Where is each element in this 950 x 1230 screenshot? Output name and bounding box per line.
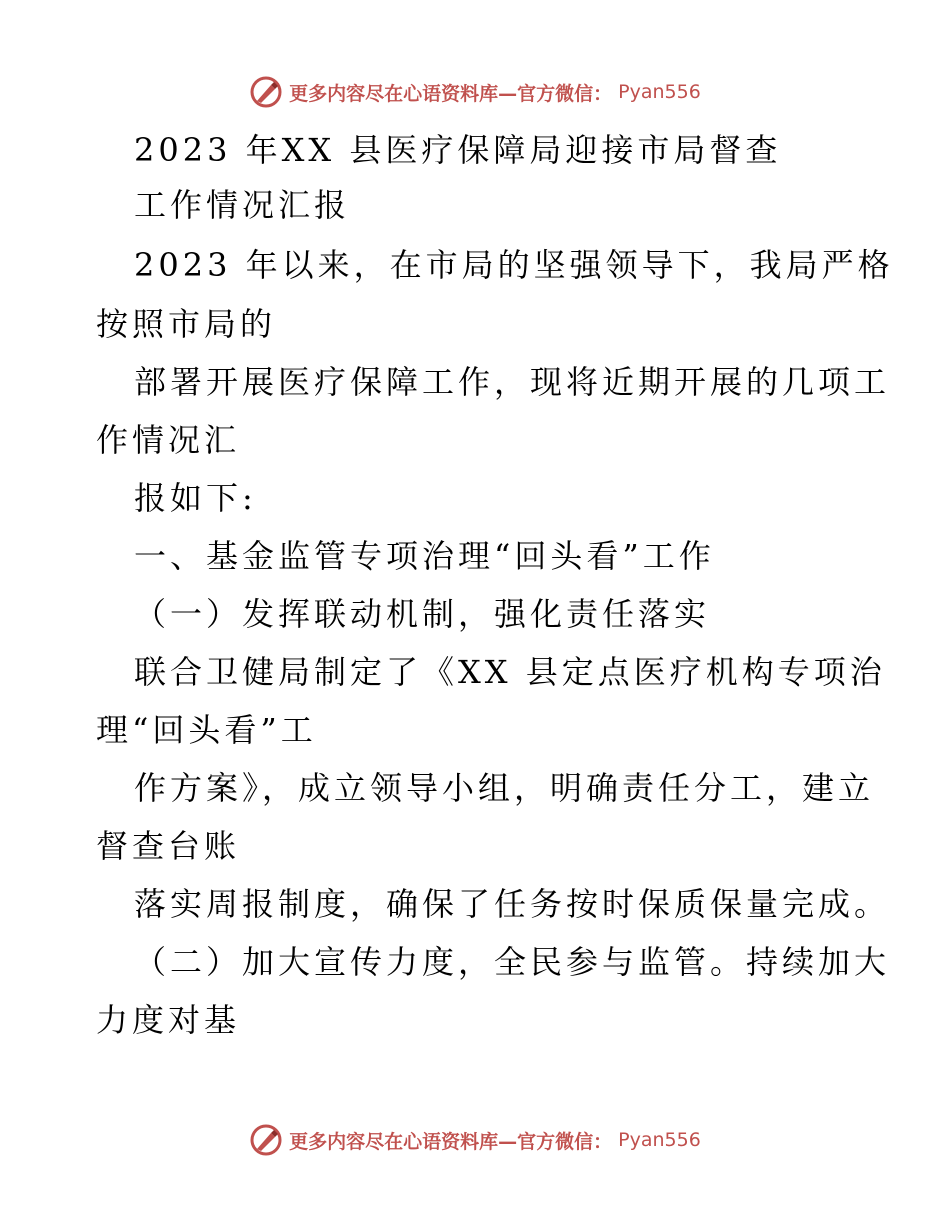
paragraph-line: 作方案》，成立领导小组，明确责任分工，建立	[134, 769, 875, 807]
doc-title-line-1: 2023 年XX 县医疗保障局迎接市局督查	[134, 131, 782, 169]
paragraph-line: 落实周报制度，确保了任务按时保质保量完成。	[134, 885, 891, 923]
paragraph-line: 2023 年以来，在市局的坚强领导下，我局严格	[134, 246, 894, 284]
paragraph-line: 督查台账	[96, 827, 241, 865]
subsection-heading: （一）发挥联动机制，强化责任落实	[134, 595, 711, 633]
paragraph-line: 报如下:	[134, 479, 257, 517]
watermark-id: Pyan556	[618, 81, 701, 103]
paragraph-line: 联合卫健局制定了《XX 县定点医疗机构专项治	[134, 653, 886, 691]
pen-logo-icon	[249, 1123, 283, 1157]
paragraph-line: 力度对基	[96, 1001, 241, 1039]
watermark-text: 更多内容尽在心语资料库—官方微信：	[289, 1130, 613, 1153]
subsection-heading: （二）加大宣传力度，全民参与监管。持续加大	[134, 943, 891, 981]
watermark-footer	[0, 1120, 950, 1160]
watermark-text: 更多内容尽在心语资料库—官方微信：	[289, 82, 613, 105]
paragraph-line: 作情况汇	[96, 421, 241, 459]
watermark-id: Pyan556	[618, 1129, 701, 1151]
doc-title-line-2: 工作情况汇报	[134, 186, 351, 224]
paragraph-line: 按照市局的	[96, 305, 277, 343]
paragraph-line: 理“回头看”工	[96, 711, 317, 749]
section-heading: 一、基金监管专项治理“回头看”工作	[134, 537, 715, 575]
paragraph-line: 部署开展医疗保障工作，现将近期开展的几项工	[134, 363, 891, 401]
